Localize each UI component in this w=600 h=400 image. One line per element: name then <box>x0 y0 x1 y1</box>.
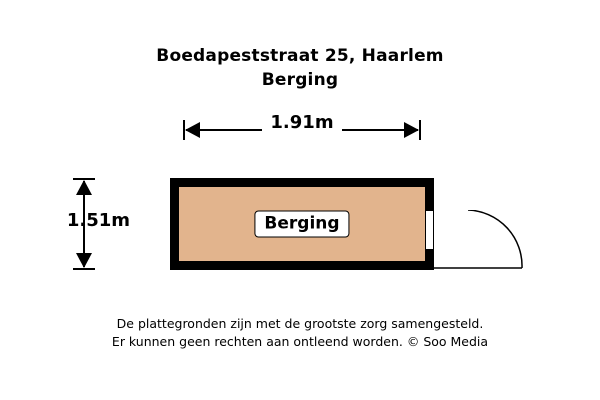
door-swing-arc-icon <box>434 210 530 270</box>
arrow-down-icon <box>76 253 92 268</box>
width-dimension-label-wrap <box>183 112 421 133</box>
footer-disclaimer <box>0 315 600 351</box>
width-dimension-label: 1.91m <box>262 112 341 133</box>
title-block <box>0 44 600 92</box>
page-title: Boedapeststraat 25, Haarlem <box>156 46 444 66</box>
page-subtitle: Berging <box>261 70 339 90</box>
width-dimension <box>183 114 421 146</box>
footer-line-2: Er kunnen geen rechten aan ontleend worden. © Soo Media <box>111 334 489 349</box>
height-dimension-bottom-tick <box>73 268 95 270</box>
room-label: Berging <box>254 211 349 238</box>
floorplan-room-outline <box>170 178 434 270</box>
arrow-up-icon <box>76 180 92 195</box>
door-leaf-icon <box>425 210 434 250</box>
height-dimension-label: 1.51m <box>66 210 130 231</box>
footer-line-1: De plattegronden zijn met de grootste zorg samengesteld. <box>116 316 484 331</box>
